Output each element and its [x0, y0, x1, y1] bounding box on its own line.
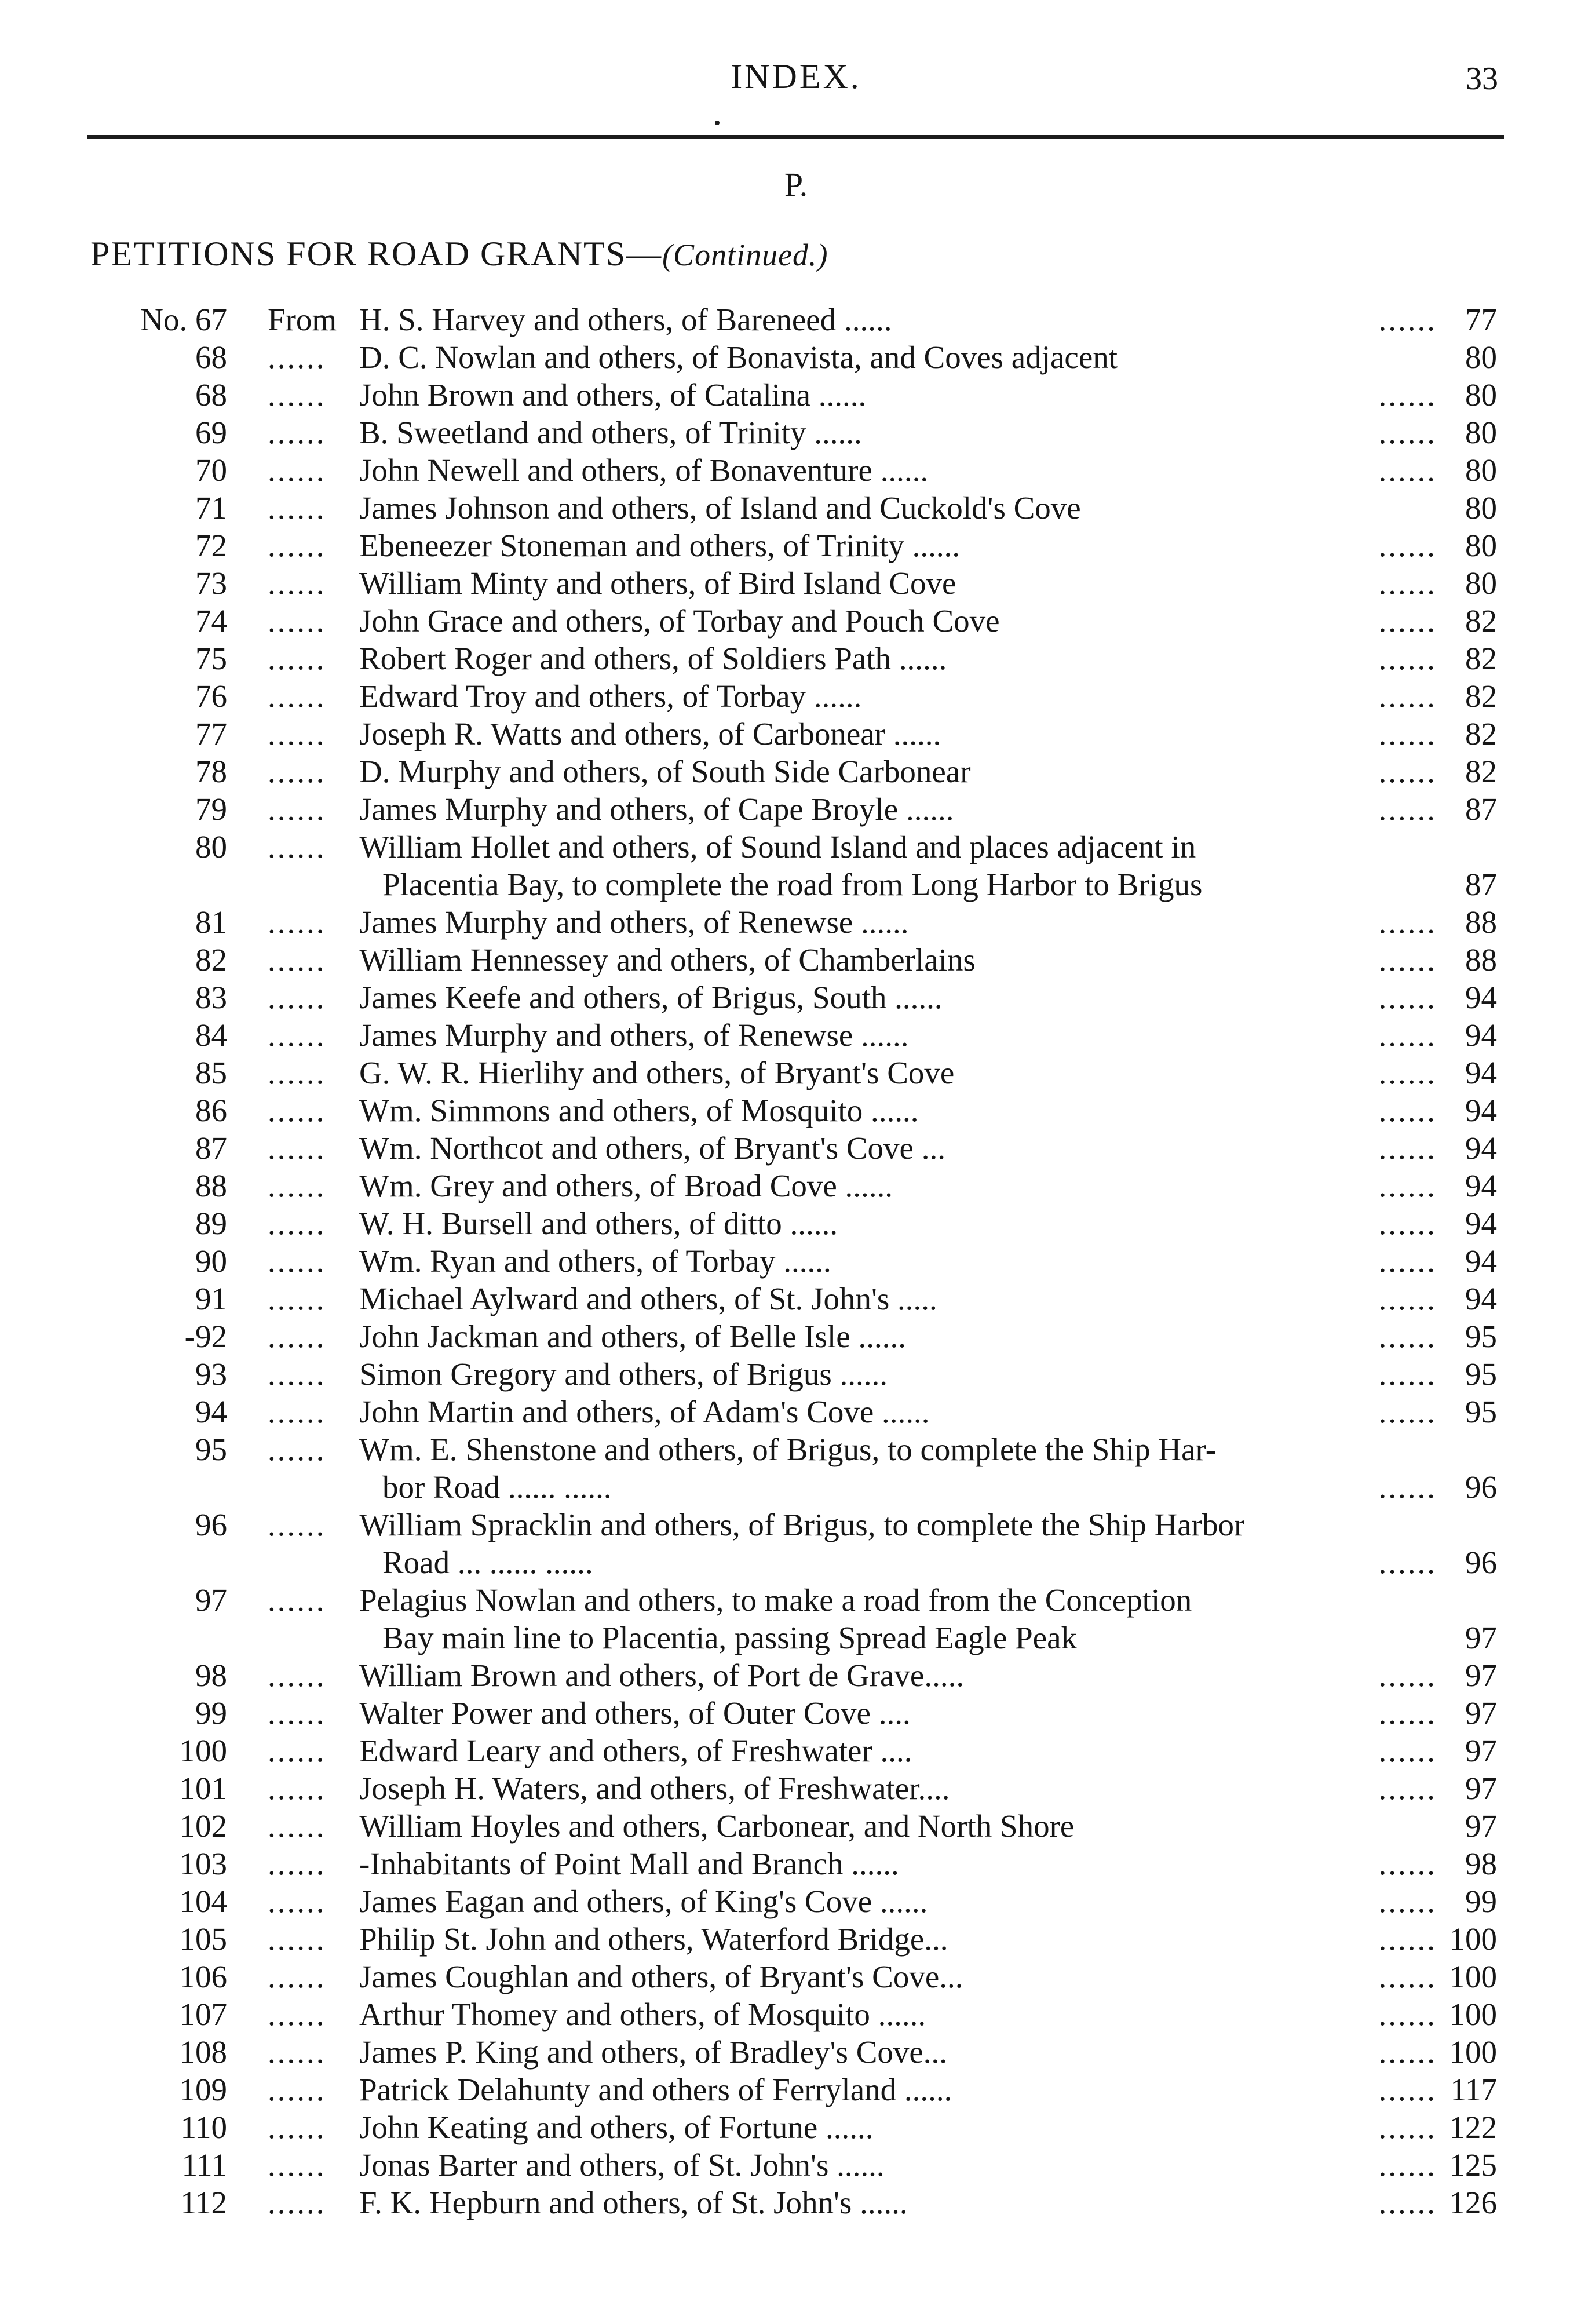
entry-text: Simon Gregory and others, of Brigus ......	[359, 1356, 888, 1392]
entry-text: James Murphy and others, of Renewse ......	[359, 904, 909, 940]
page-leader: ......	[1378, 641, 1437, 676]
index-entry	[0, 1958, 1592, 1996]
page-leader: ......	[1378, 1959, 1437, 1994]
entry-number: 80	[195, 829, 227, 864]
entry-page: 80	[1465, 528, 1497, 563]
index-entry	[0, 1130, 1592, 1168]
entry-page: 87	[1465, 867, 1497, 902]
entry-leader: ......	[268, 942, 326, 977]
entry-leader: ......	[268, 415, 326, 450]
entry-number: 107	[179, 1997, 227, 2032]
entry-text: Wm. Grey and others, of Broad Cove ......	[359, 1168, 893, 1203]
entry-number: 91	[195, 1281, 227, 1316]
entry-page: 98	[1465, 1846, 1497, 1881]
entry-leader: ......	[268, 2110, 326, 2145]
entry-leader: ......	[268, 641, 326, 676]
entry-page: 99	[1465, 1884, 1497, 1919]
entry-page: 97	[1465, 1620, 1497, 1655]
entry-leader: ......	[268, 1771, 326, 1806]
page-leader: ......	[1378, 1394, 1437, 1429]
index-entry	[0, 2034, 1592, 2071]
entry-number: 99	[195, 1695, 227, 1731]
entry-number: 77	[195, 716, 227, 751]
page-leader: ......	[1378, 603, 1437, 639]
index-entry	[0, 1845, 1592, 1883]
entry-page: 77	[1465, 302, 1497, 337]
entry-text: -Inhabitants of Point Mall and Branch ......	[359, 1846, 899, 1881]
entry-text: John Jackman and others, of Belle Isle ......	[359, 1319, 906, 1354]
entry-number: 96	[195, 1507, 227, 1542]
entry-number: 105	[179, 1921, 227, 1957]
entry-text: B. Sweetland and others, of Trinity ......	[359, 415, 862, 450]
entry-text: Wm. Northcot and others, of Bryant's Cove ...	[359, 1130, 945, 1166]
entry-page: 82	[1465, 678, 1497, 714]
page-leader: ......	[1378, 1658, 1437, 1693]
entry-number: 98	[195, 1658, 227, 1693]
index-entry	[0, 716, 1592, 753]
entry-number: 70	[195, 453, 227, 488]
entry-number: 74	[195, 603, 227, 639]
entry-text: Walter Power and others, of Outer Cove ....	[359, 1695, 911, 1731]
entry-text: Wm. Simmons and others, of Mosquito ......	[359, 1093, 919, 1128]
entry-text: William Minty and others, of Bird Island Cove	[359, 566, 956, 601]
entry-page: 94	[1465, 980, 1497, 1015]
index-entry	[0, 1280, 1592, 1318]
entry-page: 82	[1465, 641, 1497, 676]
entry-page: 94	[1465, 1130, 1497, 1166]
page-leader: ......	[1378, 1733, 1437, 1768]
entry-number: 100	[179, 1733, 227, 1768]
entry-page: 95	[1465, 1319, 1497, 1354]
entry-page: 80	[1465, 377, 1497, 413]
entry-page: 97	[1465, 1771, 1497, 1806]
index-entry	[0, 452, 1592, 490]
entry-number: 87	[195, 1130, 227, 1166]
entry-number: 102	[179, 1808, 227, 1844]
page-leader: ......	[1378, 528, 1437, 563]
page-leader: ......	[1378, 415, 1437, 450]
entry-leader: ......	[268, 566, 326, 601]
entry-number: 88	[195, 1168, 227, 1203]
index-entry	[0, 1883, 1592, 1921]
entry-leader: ......	[268, 2072, 326, 2107]
page-leader: ......	[1378, 1356, 1437, 1392]
entry-text: D. Murphy and others, of South Side Carbonear	[359, 754, 971, 789]
entry-number: 103	[179, 1846, 227, 1881]
entry-text-continuation: bor Road ...... ......	[382, 1469, 612, 1505]
entry-text: James Murphy and others, of Renewse ......	[359, 1017, 909, 1053]
entry-page: 97	[1465, 1658, 1497, 1693]
index-entry	[0, 1506, 1592, 1582]
entry-number: 104	[179, 1884, 227, 1919]
entry-page: 95	[1465, 1356, 1497, 1392]
index-letter: P.	[784, 166, 808, 203]
entry-leader: ......	[268, 340, 326, 375]
page-leader: ......	[1378, 1017, 1437, 1053]
page-leader: ......	[1378, 1206, 1437, 1241]
entry-number: 86	[195, 1093, 227, 1128]
index-entry	[0, 1921, 1592, 1958]
entry-leader: ......	[268, 2185, 326, 2220]
index-entry	[0, 829, 1592, 904]
page-leader: ......	[1378, 1243, 1437, 1279]
entry-number: 97	[195, 1582, 227, 1618]
entry-number: 109	[179, 2072, 227, 2107]
index-entry	[0, 791, 1592, 829]
entry-number: 111	[181, 2147, 227, 2183]
entry-number: 76	[195, 678, 227, 714]
entry-page: 100	[1449, 1959, 1497, 1994]
page-leader: ......	[1378, 1846, 1437, 1881]
index-entry	[0, 1732, 1592, 1770]
entry-page: 88	[1465, 904, 1497, 940]
entry-page: 94	[1465, 1206, 1497, 1241]
entry-text: John Newell and others, of Bonaventure ......	[359, 453, 929, 488]
entry-page: 94	[1465, 1281, 1497, 1316]
index-entry	[0, 1808, 1592, 1845]
entry-text: James Keefe and others, of Brigus, South ......	[359, 980, 943, 1015]
page-leader: ......	[1378, 566, 1437, 601]
entry-text: H. S. Harvey and others, of Bareneed ......	[359, 302, 892, 337]
entry-leader: ......	[268, 377, 326, 413]
index-entry	[0, 1205, 1592, 1243]
index-entry	[0, 753, 1592, 791]
index-entry	[0, 678, 1592, 716]
entry-leader: ......	[268, 1356, 326, 1392]
entry-text: Edward Troy and others, of Torbay ......	[359, 678, 862, 714]
entry-text: Michael Aylward and others, of St. John's .....	[359, 1281, 937, 1316]
entry-text-continuation: Bay main line to Placentia, passing Spread Eagle Peak	[382, 1620, 1077, 1655]
entry-leader: ......	[268, 1921, 326, 1957]
entry-number: 68	[195, 377, 227, 413]
entry-page: 82	[1465, 716, 1497, 751]
entry-leader: ......	[268, 1394, 326, 1429]
entry-page: 97	[1465, 1695, 1497, 1731]
index-entry	[0, 1318, 1592, 1356]
entry-leader: ......	[268, 678, 326, 714]
entry-page: 82	[1465, 603, 1497, 639]
entry-number: 110	[180, 2110, 227, 2145]
entry-text: Wm. E. Shenstone and others, of Brigus, to complete the Ship Har-	[359, 1432, 1217, 1467]
entry-number: No. 67	[140, 302, 227, 337]
page-leader: ......	[1378, 302, 1437, 337]
index-entry	[0, 942, 1592, 979]
entry-text: Patrick Delahunty and others of Ferryland ......	[359, 2072, 952, 2107]
entry-text: Ebeneezer Stoneman and others, of Trinity ......	[359, 528, 961, 563]
entry-leader: ......	[268, 1658, 326, 1693]
page-leader: ......	[1378, 1469, 1437, 1505]
index-entry	[0, 565, 1592, 603]
entry-leader: ......	[268, 528, 326, 563]
index-entry	[0, 490, 1592, 527]
entry-leader: ......	[268, 1695, 326, 1731]
entry-text: James Murphy and others, of Cape Broyle ......	[359, 791, 954, 827]
index-entry	[0, 2109, 1592, 2147]
index-entry	[0, 1695, 1592, 1732]
entry-leader: ......	[268, 791, 326, 827]
entry-text: F. K. Hepburn and others, of St. John's ......	[359, 2185, 908, 2220]
entry-page: 97	[1465, 1733, 1497, 1768]
index-entry	[0, 603, 1592, 640]
index-entry	[0, 1582, 1592, 1657]
page-leader: ......	[1378, 377, 1437, 413]
page-leader: ......	[1378, 716, 1437, 751]
index-entry	[0, 1092, 1592, 1130]
entry-page: 125	[1449, 2147, 1497, 2183]
entry-leader: ......	[268, 2034, 326, 2070]
index-entry	[0, 527, 1592, 565]
section-heading	[90, 234, 828, 274]
entry-page: 87	[1465, 791, 1497, 827]
entry-page: 94	[1465, 1243, 1497, 1279]
page-leader: ......	[1378, 1055, 1437, 1090]
entry-page: 100	[1449, 1997, 1497, 2032]
entry-text: James Coughlan and others, of Bryant's Cove...	[359, 1959, 963, 1994]
entry-leader: ......	[268, 1808, 326, 1844]
entry-number: 68	[195, 340, 227, 375]
entry-text: Jonas Barter and others, of St. John's ......	[359, 2147, 885, 2183]
entry-leader: ......	[268, 1997, 326, 2032]
entry-leader: ......	[268, 453, 326, 488]
page-leader: ......	[1378, 1921, 1437, 1957]
entry-leader: ......	[268, 754, 326, 789]
entry-number: 82	[195, 942, 227, 977]
entry-number: 81	[195, 904, 227, 940]
entry-leader: ......	[268, 1206, 326, 1241]
entry-page: 97	[1465, 1808, 1497, 1844]
entry-leader: ......	[268, 1055, 326, 1090]
entry-number: 71	[195, 490, 227, 526]
entry-number: 90	[195, 1243, 227, 1279]
entry-page: 100	[1449, 2034, 1497, 2070]
entry-number: 94	[195, 1394, 227, 1429]
entry-text-continuation: Placentia Bay, to complete the road from Long Harbor to Brigus	[382, 867, 1203, 902]
entry-text: Wm. Ryan and others, of Torbay ......	[359, 1243, 831, 1279]
entry-number: 93	[195, 1356, 227, 1392]
entry-text: William Spracklin and others, of Brigus, to complete the Ship Harbor	[359, 1507, 1245, 1542]
entry-page: 94	[1465, 1168, 1497, 1203]
entry-page: 95	[1465, 1394, 1497, 1429]
entry-page: 80	[1465, 490, 1497, 526]
entry-number: 85	[195, 1055, 227, 1090]
entry-leader: ......	[268, 1507, 326, 1542]
index-entry	[0, 1168, 1592, 1205]
page-leader: ......	[1378, 2034, 1437, 2070]
entry-page: 94	[1465, 1093, 1497, 1128]
index-entry	[0, 301, 1592, 339]
entry-leader: ......	[268, 1319, 326, 1354]
entry-text: William Hoyles and others, Carbonear, and North Shore	[359, 1808, 1075, 1844]
page-leader: ......	[1378, 1093, 1437, 1128]
entry-leader: ......	[268, 1884, 326, 1919]
entry-page: 82	[1465, 754, 1497, 789]
entry-text: W. H. Bursell and others, of ditto ......	[359, 1206, 838, 1241]
entry-leader: ......	[268, 1582, 326, 1618]
page-leader: ......	[1378, 1695, 1437, 1731]
entry-page: 94	[1465, 1055, 1497, 1090]
entry-leader: ......	[268, 716, 326, 751]
page-leader: ......	[1378, 1884, 1437, 1919]
header-rule	[87, 135, 1504, 139]
entry-text: William Hennessey and others, of Chamberlains	[359, 942, 976, 977]
entry-number: 75	[195, 641, 227, 676]
entry-text: James Eagan and others, of King's Cove ......	[359, 1884, 928, 1919]
entry-number: 89	[195, 1206, 227, 1241]
entry-page: 80	[1465, 566, 1497, 601]
entry-page: 122	[1449, 2110, 1497, 2145]
page-leader: ......	[1378, 1130, 1437, 1166]
index-entry	[0, 1657, 1592, 1695]
index-entry	[0, 2071, 1592, 2109]
entry-page: 96	[1465, 1545, 1497, 1580]
page-leader: ......	[1378, 2110, 1437, 2145]
rule-dot	[715, 121, 720, 125]
section-continued: (Continued.)	[662, 238, 828, 272]
entry-text: G. W. R. Hierlihy and others, of Bryant's Cove	[359, 1055, 955, 1090]
index-entry	[0, 377, 1592, 414]
entry-page: 100	[1449, 1921, 1497, 1957]
entry-leader: ......	[268, 829, 326, 864]
entry-number: 72	[195, 528, 227, 563]
entry-page: 80	[1465, 415, 1497, 450]
index-entry	[0, 2184, 1592, 2222]
entry-text: Philip St. John and others, Waterford Bridge...	[359, 1921, 948, 1957]
page-leader: ......	[1378, 980, 1437, 1015]
page-leader: ......	[1378, 2185, 1437, 2220]
entry-text: Robert Roger and others, of Soldiers Path ......	[359, 641, 947, 676]
entry-number: 78	[195, 754, 227, 789]
index-entry	[0, 414, 1592, 452]
entry-text: William Brown and others, of Port de Grave.....	[359, 1658, 965, 1693]
entry-leader: ......	[268, 904, 326, 940]
entry-number: 83	[195, 980, 227, 1015]
entry-leader: ......	[268, 1130, 326, 1166]
index-entry	[0, 1770, 1592, 1808]
page-leader: ......	[1378, 904, 1437, 940]
entry-text: James P. King and others, of Bradley's Cove...	[359, 2034, 948, 2070]
index-entry	[0, 2147, 1592, 2184]
entry-leader: ......	[268, 1432, 326, 1467]
index-entry	[0, 1996, 1592, 2034]
entry-page: 94	[1465, 1017, 1497, 1053]
entry-text: James Johnson and others, of Island and Cuckold's Cove	[359, 490, 1081, 526]
entry-text: Joseph R. Watts and others, of Carbonear ......	[359, 716, 941, 751]
index-entry	[0, 1055, 1592, 1092]
entry-number: 106	[179, 1959, 227, 1994]
entry-text: John Brown and others, of Catalina ......	[359, 377, 867, 413]
entry-number: 101	[179, 1771, 227, 1806]
entry-page: 96	[1465, 1469, 1497, 1505]
page-leader: ......	[1378, 1281, 1437, 1316]
entry-text: John Martin and others, of Adam's Cove ......	[359, 1394, 930, 1429]
page-leader: ......	[1378, 453, 1437, 488]
entry-number: 69	[195, 415, 227, 450]
page-leader: ......	[1378, 1545, 1437, 1580]
index-entry	[0, 904, 1592, 942]
index-entry	[0, 979, 1592, 1017]
entry-page: 88	[1465, 942, 1497, 977]
index-entry	[0, 1243, 1592, 1280]
page-leader: ......	[1378, 1168, 1437, 1203]
entry-number: 73	[195, 566, 227, 601]
page-number: 33	[1466, 61, 1498, 97]
page-leader: ......	[1378, 2147, 1437, 2183]
index-entry	[0, 1393, 1592, 1431]
entry-text: Pelagius Nowlan and others, to make a road from the Conception	[359, 1582, 1192, 1618]
entry-leader: ......	[268, 1168, 326, 1203]
entry-leader: ......	[268, 490, 326, 526]
entry-number: 108	[179, 2034, 227, 2070]
page-leader: ......	[1378, 678, 1437, 714]
entry-text: Arthur Thomey and others, of Mosquito ......	[359, 1997, 926, 2032]
entry-leader: ......	[268, 1093, 326, 1128]
entry-leader: ......	[268, 1281, 326, 1316]
entry-page: 126	[1449, 2185, 1497, 2220]
entry-number: 112	[180, 2185, 227, 2220]
entry-text: D. C. Nowlan and others, of Bonavista, and Coves adjacent	[359, 340, 1118, 375]
entry-page: 80	[1465, 453, 1497, 488]
index-entry	[0, 1431, 1592, 1506]
page-leader: ......	[1378, 2072, 1437, 2107]
entry-text: Edward Leary and others, of Freshwater ....	[359, 1733, 912, 1768]
entry-text: Joseph H. Waters, and others, of Freshwater....	[359, 1771, 950, 1806]
entry-page: 117	[1450, 2072, 1497, 2107]
page-leader: ......	[1378, 942, 1437, 977]
page-leader: ......	[1378, 1319, 1437, 1354]
index-entry	[0, 1017, 1592, 1055]
index-entry	[0, 640, 1592, 678]
entry-text: John Keating and others, of Fortune ......	[359, 2110, 874, 2145]
entry-number: 95	[195, 1432, 227, 1467]
entry-leader: From	[268, 302, 337, 337]
entry-page: 80	[1465, 340, 1497, 375]
index-entry	[0, 1356, 1592, 1393]
page-leader: ......	[1378, 1771, 1437, 1806]
entry-text: John Grace and others, of Torbay and Pouch Cove	[359, 603, 1000, 639]
page-leader: ......	[1378, 754, 1437, 789]
entry-leader: ......	[268, 2147, 326, 2183]
entry-leader: ......	[268, 1959, 326, 1994]
page-leader: ......	[1378, 791, 1437, 827]
entry-leader: ......	[268, 603, 326, 639]
section-title: PETITIONS FOR ROAD GRANTS—	[90, 235, 663, 273]
entry-leader: ......	[268, 980, 326, 1015]
entry-text: William Hollet and others, of Sound Island and places adjacent in	[359, 829, 1196, 864]
entry-leader: ......	[268, 1017, 326, 1053]
index-entry	[0, 339, 1592, 377]
entry-leader: ......	[268, 1243, 326, 1279]
entry-text-continuation: Road ... ...... ......	[382, 1545, 593, 1580]
entry-number: -92	[184, 1319, 227, 1354]
running-head-title: INDEX.	[731, 57, 861, 96]
entry-leader: ......	[268, 1733, 326, 1768]
entry-number: 79	[195, 791, 227, 827]
entry-number: 84	[195, 1017, 227, 1053]
entry-leader: ......	[268, 1846, 326, 1881]
page-leader: ......	[1378, 1997, 1437, 2032]
